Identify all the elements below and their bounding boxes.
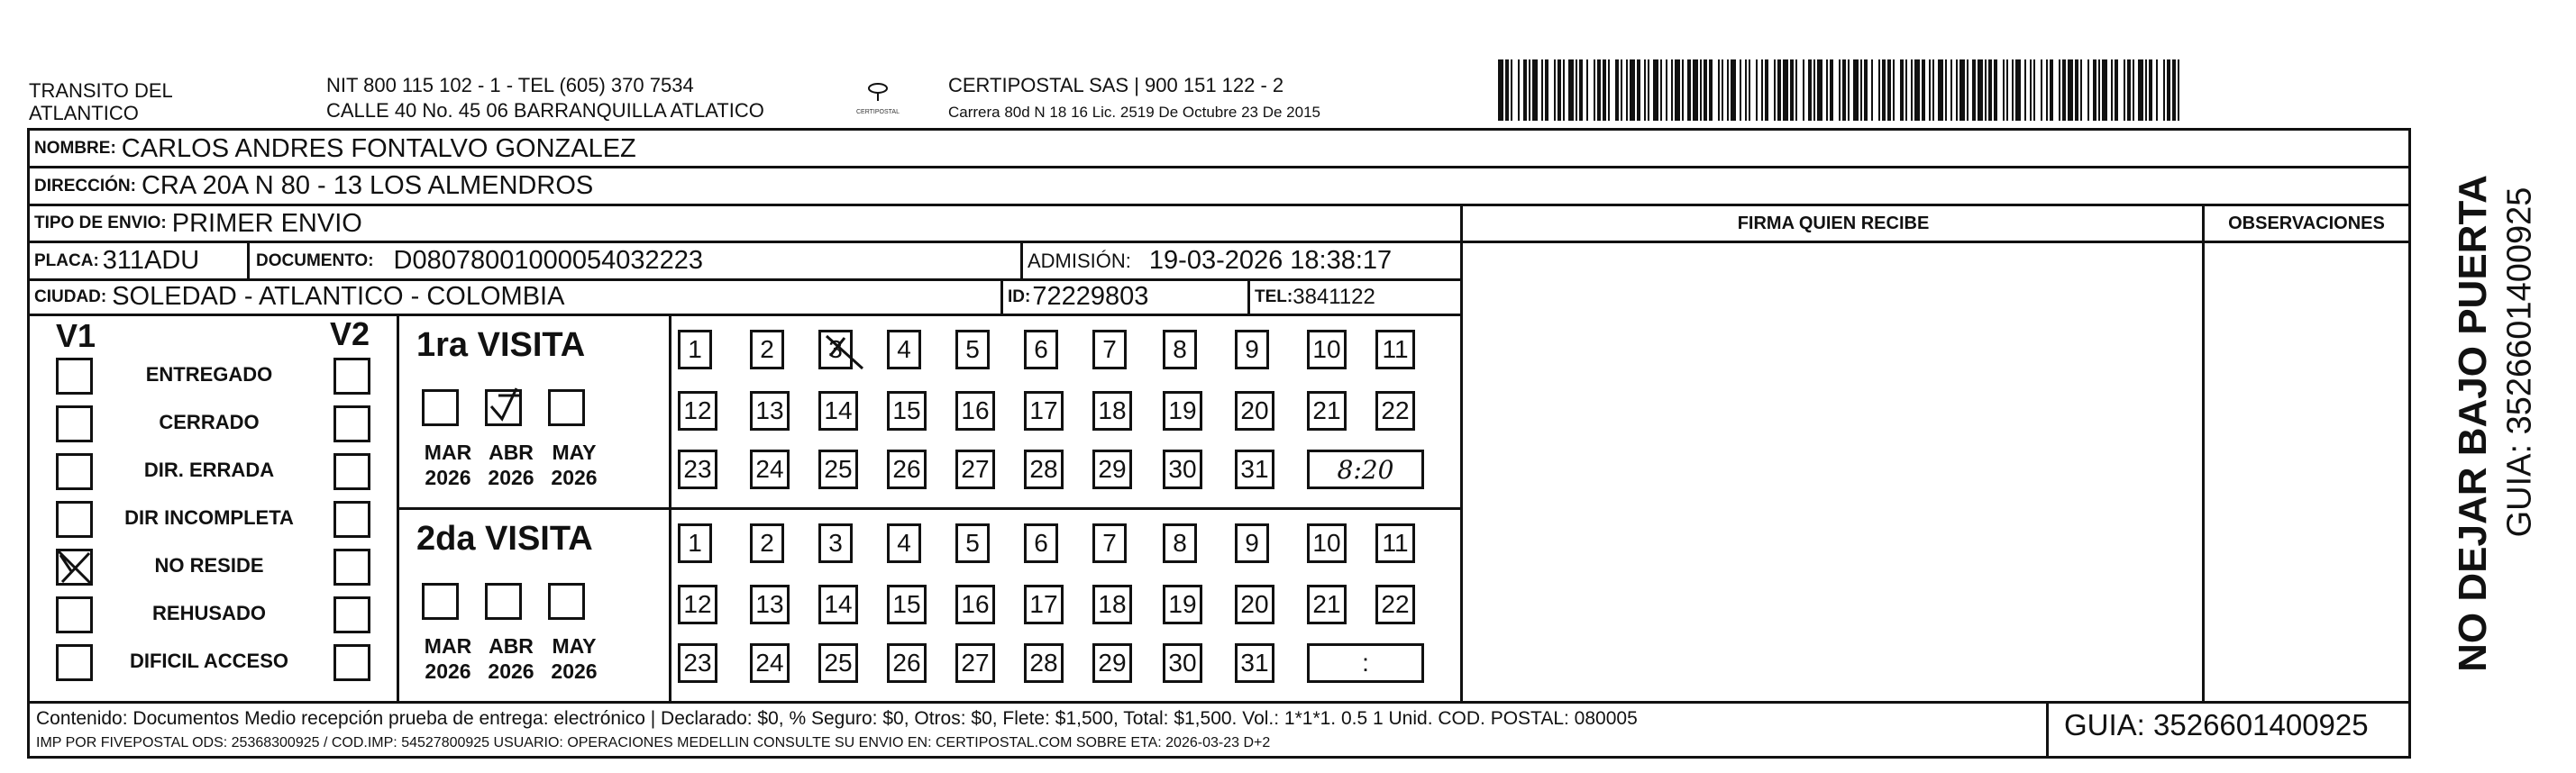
barcode-bar — [1518, 59, 1520, 121]
month-year-label — [416, 633, 480, 684]
day-box[interactable]: 30 — [1163, 643, 1202, 683]
month-checkbox[interactable] — [548, 389, 585, 426]
day-box[interactable]: 24 — [750, 643, 790, 683]
barcode-bar — [2138, 59, 2143, 121]
documento-field — [251, 243, 703, 278]
day-box[interactable]: 4 — [887, 523, 921, 563]
day-box[interactable]: 31 — [1235, 450, 1274, 489]
day-box[interactable]: 3 — [818, 330, 853, 369]
day-box[interactable]: 1 — [678, 523, 712, 563]
day-box[interactable]: 26 — [887, 450, 927, 489]
month-label: ABR — [489, 634, 534, 658]
barcode-bar — [1682, 59, 1684, 121]
col-divider — [247, 241, 250, 278]
barcode-bar — [1826, 59, 1828, 121]
barcode-bar — [1700, 59, 1702, 121]
barcode-bar — [2046, 59, 2048, 121]
day-box[interactable]: 21 — [1307, 391, 1347, 431]
day-box[interactable]: 15 — [887, 391, 927, 431]
day-box[interactable]: 13 — [750, 585, 790, 624]
observaciones-area — [2205, 243, 2409, 701]
admision-label: ADMISIÓN: — [1028, 249, 1131, 272]
status-label: CERRADO — [159, 411, 260, 433]
barcode-bar — [2033, 59, 2035, 121]
day-box[interactable]: 20 — [1235, 585, 1274, 624]
barcode-bar — [1749, 59, 1750, 121]
barcode-bar — [1576, 59, 1577, 121]
firma-area — [1463, 243, 2202, 701]
direccion-label: DIRECCIÓN: — [34, 176, 136, 196]
barcode-bar — [2003, 59, 2005, 121]
barcode-bar — [1603, 59, 1606, 121]
barcode-bar — [2111, 59, 2113, 121]
month-checkbox[interactable] — [422, 389, 459, 426]
barcode-bar — [1959, 59, 1965, 121]
tel-value: 3841122 — [1293, 284, 1375, 309]
barcode-bar — [2024, 59, 2026, 121]
day-box[interactable]: 5 — [955, 330, 990, 369]
barcode-bar — [1808, 59, 1812, 121]
status-label: DIR INCOMPLETA — [124, 506, 294, 529]
barcode-bar — [2156, 59, 2158, 121]
barcode-bar — [1777, 59, 1781, 121]
day-box[interactable]: 10 — [1307, 330, 1347, 369]
day-box[interactable]: 29 — [1092, 643, 1132, 683]
status-label: ENTREGADO — [145, 363, 273, 386]
barcode-bar — [1523, 59, 1527, 121]
barcode-bar — [2062, 59, 2066, 121]
barcode-bar — [2059, 59, 2060, 121]
barcode-bar — [1790, 59, 1794, 121]
barcode-bar — [2015, 59, 2021, 121]
barcode-bar — [1911, 59, 1913, 121]
row-divider — [27, 314, 1460, 316]
barcode-bar — [2080, 59, 2082, 121]
day-box[interactable]: 30 — [1163, 450, 1202, 489]
status-label: REHUSADO — [152, 602, 266, 624]
barcode-bar — [1914, 59, 1920, 121]
barcode-bar — [1637, 59, 1640, 121]
barcode-bar — [2041, 59, 2042, 121]
imp-text: IMP POR FIVEPOSTAL ODS: 25368300925 / COD.IMP: 54527800925 USUARIO: OPERACIONES MEDELLIN CONSULTE SU ENVIO EN: CERTIPOSTAL.COM SOBRE ETA: 2026-03-23 D+2 — [36, 735, 1271, 750]
ciudad-field — [29, 280, 564, 314]
time-box[interactable]: : — [1307, 643, 1424, 683]
barcode-bar — [1594, 59, 1595, 121]
day-box[interactable]: 29 — [1092, 450, 1132, 489]
barcode-bar — [1830, 59, 1833, 121]
footer-guia: GUIA: 3526601400925 — [2064, 708, 2369, 741]
day-box[interactable]: 7 — [1092, 523, 1127, 563]
status-label: NO RESIDE — [154, 554, 264, 577]
barcode-bar — [2127, 59, 2131, 121]
v2-checkbox[interactable] — [333, 501, 370, 538]
day-box[interactable]: 2 — [750, 523, 784, 563]
v2-checkbox[interactable] — [333, 358, 370, 395]
barcode-bar — [1693, 59, 1698, 121]
visit-title: 1ra VISITA — [416, 326, 586, 364]
issuer-line-2: ATLANTICO — [29, 102, 139, 124]
barcode-bar — [1774, 59, 1776, 121]
barcode-bar — [1972, 59, 1976, 121]
barcode-bar — [2050, 59, 2053, 121]
admision-value: 19-03-2026 18:38:17 — [1148, 246, 1393, 275]
year-label: 2026 — [425, 466, 471, 489]
placa-value: 311ADU — [102, 246, 200, 275]
barcode-bar — [1813, 59, 1815, 121]
barcode-bar — [1864, 59, 1868, 121]
barcode-bar — [1731, 59, 1736, 121]
day-box[interactable]: 6 — [1024, 523, 1058, 563]
side-guia: GUIA: 3526601400925 — [2500, 186, 2539, 538]
barcode-bar — [1722, 59, 1723, 121]
documento-value: D08078001000054032223 — [393, 246, 704, 275]
direccion-value: CRA 20A N 80 - 13 LOS ALMENDROS — [141, 171, 594, 200]
barcode-bar — [1660, 59, 1662, 121]
status-label: DIR. ERRADA — [143, 459, 275, 481]
issuer-line-1: TRANSITO DEL — [29, 79, 173, 102]
year-label: 2026 — [488, 659, 534, 683]
day-box[interactable]: 14 — [818, 391, 858, 431]
barcode-bar — [1541, 59, 1543, 121]
year-label: 2026 — [551, 659, 598, 683]
id-label: ID: — [1008, 286, 1031, 306]
nombre-value: CARLOS ANDRES FONTALVO GONZALEZ — [121, 133, 636, 163]
nombre-field — [29, 132, 636, 166]
barcode-bar — [2167, 59, 2170, 121]
direccion-field — [29, 168, 593, 204]
barcode-bar — [2124, 59, 2125, 121]
barcode-bar — [1687, 59, 1691, 121]
barcode-bar — [1938, 59, 1943, 121]
day-box[interactable]: 19 — [1163, 585, 1202, 624]
barcode-bar — [1985, 59, 1987, 121]
barcode-bar — [1860, 59, 1862, 121]
barcode-bar — [1545, 59, 1548, 121]
day-box[interactable]: 24 — [750, 450, 790, 489]
barcode-bar — [1783, 59, 1788, 121]
day-box[interactable]: 3 — [818, 523, 853, 563]
barcode-bar — [1932, 59, 1934, 121]
barcode-bar — [1727, 59, 1729, 121]
visit-separator — [397, 507, 1460, 510]
certipostal-logo — [851, 74, 905, 117]
day-box[interactable]: 18 — [1092, 585, 1132, 624]
id-field — [1002, 280, 1148, 314]
barcode-bar — [1568, 59, 1574, 121]
month-checkbox[interactable] — [422, 583, 459, 620]
footer-divider — [2046, 701, 2049, 759]
barcode-bar — [1994, 59, 1997, 121]
day-box[interactable]: 31 — [1235, 643, 1274, 683]
placa-field — [29, 243, 199, 278]
barcode-bar — [1745, 59, 1747, 121]
v2-checkbox[interactable] — [333, 549, 370, 586]
admision-field — [1022, 243, 1392, 278]
v2-checkbox[interactable] — [333, 405, 370, 442]
day-box[interactable]: 12 — [678, 585, 717, 624]
documento-label: DOCUMENTO: — [256, 250, 374, 270]
v2-checkbox[interactable] — [333, 596, 370, 633]
issuer-nit: NIT 800 115 102 - 1 - TEL (605) 370 7534 — [326, 74, 694, 96]
barcode-bar — [1563, 59, 1565, 121]
month-checkbox[interactable] — [485, 389, 522, 426]
day-box[interactable]: 28 — [1024, 643, 1064, 683]
barcode-bar — [2172, 59, 2176, 121]
barcode-bar — [1554, 59, 1556, 121]
barcode-bar — [1704, 59, 1707, 121]
day-box[interactable]: 27 — [955, 643, 995, 683]
time-box[interactable]: 8:20 — [1307, 450, 1424, 489]
day-box[interactable]: 20 — [1235, 391, 1274, 431]
day-box[interactable]: 16 — [955, 391, 995, 431]
barcode-bar — [1848, 59, 1850, 121]
company-name: CERTIPOSTAL SAS | 900 151 122 - 2 — [948, 74, 1284, 96]
barcode-bar — [1675, 59, 1680, 121]
barcode-bar — [1842, 59, 1846, 121]
company-license: Carrera 80d N 18 16 Lic. 2519 De Octubre 23 De 2015 — [948, 104, 1320, 121]
barcode-bar — [1608, 59, 1610, 121]
barcode-bar — [1887, 59, 1891, 121]
day-box[interactable]: 15 — [887, 585, 927, 624]
barcode-bar — [1765, 59, 1768, 121]
day-box[interactable]: 6 — [1024, 330, 1058, 369]
day-box[interactable]: 17 — [1024, 585, 1064, 624]
barcode-bar — [1579, 59, 1583, 121]
barcode-bar — [1644, 59, 1646, 121]
issuer-name — [29, 79, 173, 124]
barcode-bar — [2087, 59, 2089, 121]
day-box[interactable]: 7 — [1092, 330, 1127, 369]
barcode-bar — [2145, 59, 2147, 121]
issuer-address: CALLE 40 No. 45 06 BARRANQUILLA ATLATICO — [326, 99, 764, 122]
year-label: 2026 — [551, 466, 598, 489]
day-box[interactable]: 22 — [1375, 585, 1415, 624]
barcode-bar — [1893, 59, 1895, 121]
barcode-bar — [1557, 59, 1561, 121]
barcode-bar — [2030, 59, 2032, 121]
barcode-bar — [1900, 59, 1904, 121]
day-box[interactable]: 26 — [887, 643, 927, 683]
barcode-bar — [1988, 59, 1992, 121]
day-box[interactable]: 9 — [1235, 523, 1269, 563]
placa-label: PLACA: — [34, 250, 99, 270]
day-box[interactable]: 28 — [1024, 450, 1064, 489]
month-year-label — [543, 440, 606, 490]
v1-label: V1 — [56, 317, 96, 354]
year-label: 2026 — [488, 466, 534, 489]
no-dejar-warning: NO DEJAR BAJO PUERTA — [2451, 175, 2495, 672]
observaciones-header: OBSERVACIONES — [2228, 213, 2385, 233]
day-box[interactable]: 8 — [1163, 330, 1197, 369]
barcode-bar — [2178, 59, 2179, 121]
month-year-label — [480, 440, 543, 490]
barcode-bar — [1929, 59, 1931, 121]
v2-checkbox[interactable] — [333, 644, 370, 681]
row-divider — [27, 701, 2411, 704]
month-year-label — [416, 440, 480, 490]
barcode-bar — [1878, 59, 1880, 121]
firma-header: FIRMA QUIEN RECIBE — [1737, 213, 1930, 233]
barcode-bar — [2115, 59, 2118, 121]
barcode-bar — [1871, 59, 1873, 121]
barcode-bar — [1853, 59, 1859, 121]
barcode-bar — [1950, 59, 1952, 121]
barcode-bar — [1621, 59, 1622, 121]
barcode-bar — [1839, 59, 1841, 121]
barcode-bar — [1529, 59, 1530, 121]
year-label: 2026 — [425, 659, 471, 683]
month-label: ABR — [489, 441, 534, 464]
day-box[interactable]: 12 — [678, 391, 717, 431]
day-box[interactable]: 25 — [818, 643, 858, 683]
day-box[interactable]: 19 — [1163, 391, 1202, 431]
barcode-bar — [1653, 59, 1658, 121]
month-label: MAY — [552, 441, 597, 464]
day-box[interactable]: 11 — [1375, 523, 1415, 563]
day-box[interactable]: 11 — [1375, 330, 1415, 369]
day-box[interactable]: 27 — [955, 450, 995, 489]
barcode-bar — [1817, 59, 1822, 121]
barcode-bar — [1922, 59, 1925, 121]
day-box[interactable]: 16 — [955, 585, 995, 624]
day-box[interactable]: 25 — [818, 450, 858, 489]
barcode-bar — [1648, 59, 1649, 121]
barcode-bar — [2133, 59, 2134, 121]
visit-title: 2da VISITA — [416, 520, 593, 558]
tipo-envio-value: PRIMER ENVIO — [171, 208, 362, 238]
barcode-bar — [1978, 59, 1983, 121]
barcode-bar — [1882, 59, 1886, 121]
barcode-bar — [1498, 59, 1503, 121]
day-box[interactable]: 17 — [1024, 391, 1064, 431]
month-checkbox[interactable] — [485, 583, 522, 620]
barcode-bar — [2093, 59, 2096, 121]
barcode-bar — [1795, 59, 1797, 121]
barcode-bar — [2012, 59, 2014, 121]
barcode-bar — [2149, 59, 2152, 121]
day-box[interactable]: 2 — [750, 330, 784, 369]
id-value: 72229803 — [1032, 282, 1149, 311]
day-box[interactable]: 9 — [1235, 330, 1269, 369]
day-box[interactable]: 8 — [1163, 523, 1197, 563]
barcode-bar — [2075, 59, 2078, 121]
tel-label: TEL: — [1255, 286, 1293, 306]
day-box[interactable]: 23 — [678, 450, 717, 489]
day-box[interactable]: 18 — [1092, 391, 1132, 431]
barcode-bar — [1615, 59, 1619, 121]
barcode-bar — [2006, 59, 2008, 121]
contenido-text: Contenido: Documentos Medio recepción prueba de entrega: electrónico | Declarado: $0, % Seguro: $0, Otros: $0, Flete: $1,500, Total: $1,500. Vol.: 1*1*1. 0.5 1 Unid. COD. POSTAL: 080005 — [36, 708, 1638, 729]
barcode-bar — [1718, 59, 1720, 121]
ciudad-label: CIUDAD: — [34, 286, 107, 306]
day-box[interactable]: 21 — [1307, 585, 1347, 624]
barcode-bar — [1756, 59, 1758, 121]
tel-field — [1249, 280, 1375, 314]
day-box[interactable]: 5 — [955, 523, 990, 563]
day-box[interactable]: 14 — [818, 585, 858, 624]
day-box[interactable]: 10 — [1307, 523, 1347, 563]
month-year-label — [543, 633, 606, 684]
day-box[interactable]: 23 — [678, 643, 717, 683]
barcode-bar — [1803, 59, 1804, 121]
month-checkbox[interactable] — [548, 583, 585, 620]
month-label: MAY — [552, 634, 597, 658]
barcode-bar — [1740, 59, 1741, 121]
month-year-label — [480, 633, 543, 684]
barcode-bar — [2068, 59, 2073, 121]
ciudad-value: SOLEDAD - ATLANTICO - COLOMBIA — [112, 282, 565, 311]
v2-checkbox[interactable] — [333, 453, 370, 490]
barcode-bar — [1945, 59, 1947, 121]
barcode-bar — [1532, 59, 1538, 121]
barcode-bar — [2098, 59, 2100, 121]
barcode-bar — [1630, 59, 1635, 121]
barcode-bar — [1586, 59, 1588, 121]
barcode-bar — [2102, 59, 2107, 121]
day-box[interactable]: 1 — [678, 330, 712, 369]
barcode-bar — [1597, 59, 1601, 121]
v2-label: V2 — [330, 315, 370, 352]
barcode-bar — [1709, 59, 1713, 121]
barcode-bar — [1956, 59, 1958, 121]
tipo-envio-field — [29, 206, 362, 241]
month-label: MAR — [424, 634, 472, 658]
barcode — [1498, 59, 2183, 121]
day-box[interactable]: 22 — [1375, 391, 1415, 431]
barcode-bar — [1671, 59, 1673, 121]
svg-text:CERTIPOSTAL: CERTIPOSTAL — [856, 109, 900, 115]
month-label: MAR — [424, 441, 472, 464]
barcode-bar — [1666, 59, 1667, 121]
status-label: DIFICIL ACCESO — [129, 650, 288, 672]
day-box[interactable]: 4 — [887, 330, 921, 369]
barcode-bar — [1905, 59, 1907, 121]
barcode-bar — [1626, 59, 1628, 121]
day-box[interactable]: 13 — [750, 391, 790, 431]
tipo-envio-label: TIPO DE ENVIO: — [34, 214, 167, 232]
barcode-bar — [1967, 59, 1969, 121]
nombre-label: NOMBRE: — [34, 139, 116, 158]
barcode-bar — [1505, 59, 1509, 121]
barcode-bar — [1511, 59, 1512, 121]
barcode-bar — [1761, 59, 1763, 121]
barcode-bar — [2163, 59, 2165, 121]
